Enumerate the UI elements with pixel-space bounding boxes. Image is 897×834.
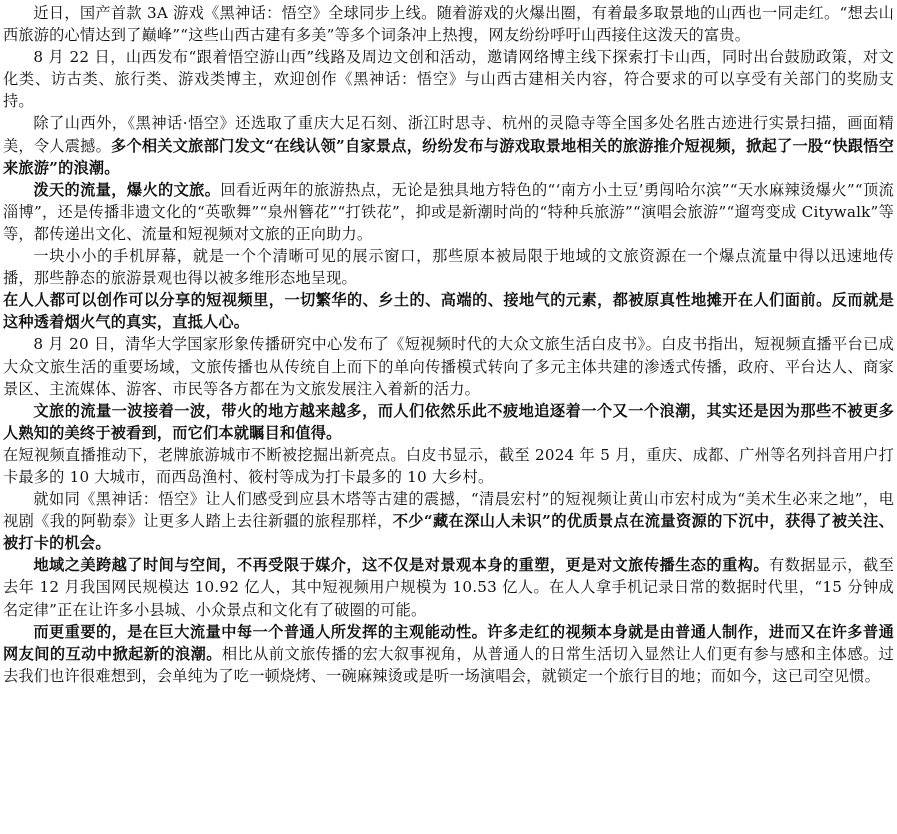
bold-text-run: 多个相关文旅部门发文“在线认领”自家景点，纷纷发布与游戏取景地相关的旅游推介短视频，掀起了一股“快跟悟空来旅游”的浪潮。 [3,136,894,177]
paragraph-4 [3,179,894,245]
text-run: 相比从前文旅传播的宏大叙事视角，从普通人的日常生活切入显然让人们更有参与感和主体感。过去我们也许很难想到，会单纯为了吃一顿烧烤、一碗麻辣烫或是听一场演唱会，就锁定一个旅行目的地；而如今，这已司空见惯。 [3,644,894,685]
text-run: 除了山西外，《黑神话·悟空》还选取了重庆大足石刻、浙江时思寺、杭州的灵隐寺等全国多处名胜古迹进行实景扫描，画面精美，令人震撼。 [3,114,894,155]
paragraph-1 [3,2,894,46]
paragraph-9 [3,444,894,488]
paragraph-3 [3,112,894,178]
paragraph-10 [3,488,894,554]
paragraph-6 [3,289,894,333]
paragraph-7 [3,333,894,399]
bold-text-run: 在人人都可以创作可以分享的短视频里，一切繁华的、乡土的、高端的、接地气的元素，都被原真性地摊开在人们面前。反而就是这种透着烟火气的真实，直抵人心。 [3,291,894,332]
paragraph-5 [3,245,894,289]
text-run: 一块小小的手机屏幕，就是一个个清晰可见的展示窗口，那些原本被局限于地域的文旅资源在一个爆点流量中得以迅速地传播，那些静态的旅游景观也得以被多维形态地呈现。 [3,247,894,288]
text-run: 就如同《黑神话：悟空》让人们感受到应县木塔等古建的震撼，“清晨宏村”的短视频让黄山市宏村成为“美术生必来之地”，电视剧《我的阿勒泰》让更多人踏上去往新疆的旅程那样， [3,490,894,531]
paragraph-12 [3,621,894,687]
paragraph-8 [3,400,894,444]
paragraph-2 [3,46,894,112]
text-run: 8 月 22 日，山西发布“跟着悟空游山西”线路及周边文创和活动，邀请网络博主线下探索打卡山西，同时出台鼓励政策，对文化类、访古类、旅行类、游戏类博主，欢迎创作《黑神话：悟空》与山西古建相关内容，符合要求的可以享受有关部门的奖励支持。 [3,48,894,111]
bold-text-run: 文旅的流量一波接着一波，带火的地方越来越多，而人们依然乐此不疲地追逐着一个又一个浪潮，其实还是因为那些不被更多人熟知的美终于被看到，而它们本就瞩目和值得。 [3,401,894,442]
text-run: 8 月 20 日，清华大学国家形象传播研究中心发布了《短视频时代的大众文旅生活白皮书》。白皮书指出，短视频直播平台已成大众文旅生活的重要场域，文旅传播也从传统自上而下的单向传播模式转向了多元主体共建的渗透式传播，政府、平台达人、商家景区、主流媒体、游客、市民等各方都在为文旅发展注入着新的活力。 [3,335,894,398]
text-run: 有数据显示，截至去年 12 月我国网民规模达 10.92 亿人，其中短视频用户规模为 10.53 亿人。在人人拿手机记录日常的数据时代里，“15 分钟成名定律”正在让许多小县城、小众景点和文化有了破圈的可能。 [3,556,894,619]
text-run: 在短视频直播推动下，老牌旅游城市不断被挖掘出新亮点。白皮书显示，截至 2024 年 5 月，重庆、成都、广州等名列抖音用户打卡最多的 10 大城市，而西岛渔村、筱村等成为打卡最多的 10 大乡村。 [3,445,894,486]
paragraph-11 [3,554,894,620]
bold-text-run: 地域之美跨越了时间与空间，不再受限于媒介，这不仅是对景观本身的重塑，更是对文旅传播生态的重构。 [33,556,770,575]
text-run: 近日，国产首款 3A 游戏《黑神话：悟空》全球同步上线。随着游戏的火爆出圈，有着最多取景地的山西也一同走红。“想去山西旅游的心情达到了巅峰”“这些山西古建有多美”等多个词条冲上热搜，网友纷纷呼吁山西接住这泼天的富贵。 [3,4,894,45]
bold-text-run: 泼天的流量，爆火的文旅。 [33,180,221,199]
text-run: 回看近两年的旅游热点，无论是独具地方特色的“‘南方小土豆’勇闯哈尔滨”“天水麻辣烫爆火”“顶流淄博”，还是传播非遗文化的“英歌舞”“泉州簪花”“打铁花”，抑或是新潮时尚的“特种兵旅游”“演唱会旅游”“遛弯变成 Citywalk”等等，都传递出文化、流量和短视频对文旅的正向助力。 [3,180,894,243]
bold-text-run: 而更重要的，是在巨大流量中每一个普通人所发挥的主观能动性。许多走红的视频本身就是由普通人制作，进而又在许多普通网友间的互动中掀起新的浪潮。 [3,622,894,663]
bold-text-run: 不少“藏在深山人未识”的优质景点在流量资源的下沉中，获得了被关注、被打卡的机会。 [3,512,894,553]
